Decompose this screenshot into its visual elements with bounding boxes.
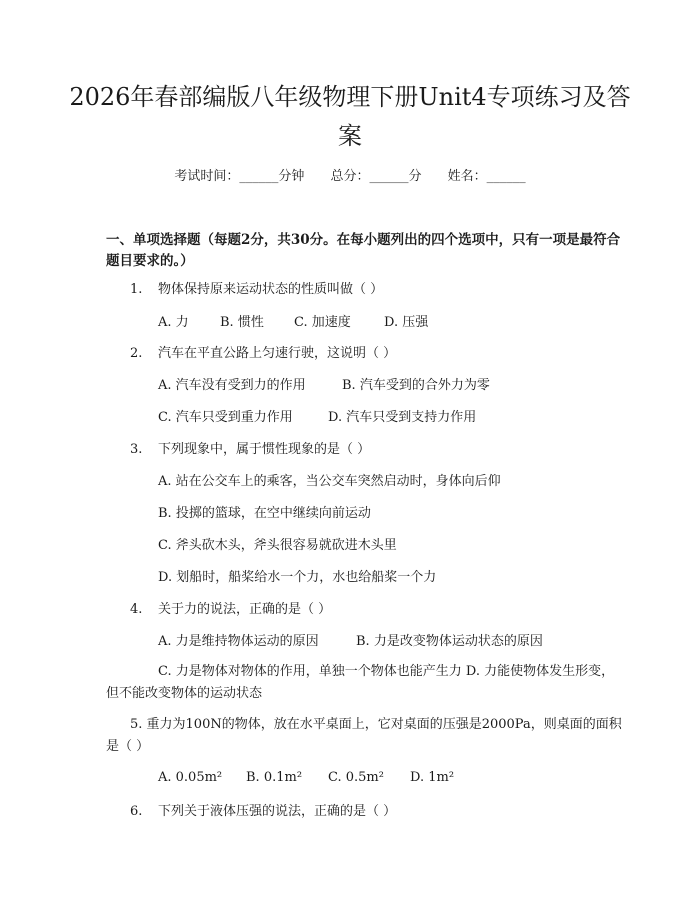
question-stem: 物体保持原来运动状态的性质叫做（ ） bbox=[158, 282, 384, 297]
section-heading: 一、单项选择题（每题2分，共30分。在每小题列出的四个选项中，只有一项是最符合题目要求的。） bbox=[106, 232, 621, 269]
question-stem: 下列关于液体压强的说法，正确的是（ ） bbox=[158, 804, 397, 819]
option-b: B. 惯性 bbox=[220, 315, 264, 330]
question-5-stem: 5. 重力为100N的物体，放在水平桌面上，它对桌面的压强是2000Pa，则桌面的面积是（ ） bbox=[106, 717, 622, 754]
exam-meta bbox=[0, 169, 700, 185]
option-b: B. 0.1m² bbox=[246, 770, 303, 785]
option-b: B. 力是改变物体运动状态的原因 bbox=[356, 634, 543, 649]
option-a: A. 汽车没有受到力的作用 bbox=[158, 378, 306, 393]
option-c: C. 0.5m² bbox=[328, 770, 384, 785]
option-d: D. 压强 bbox=[384, 315, 429, 330]
option-a: A. 力 bbox=[158, 315, 189, 330]
document-title: 2026年春部编版八年级物理下册Unit4专项练习及答案 bbox=[69, 83, 631, 150]
question-stem: 关于力的说法，正确的是（ ） bbox=[158, 602, 332, 617]
question-number: 4. bbox=[130, 602, 143, 617]
option-c: C. 斧头砍木头，斧头很容易就砍进木头里 bbox=[158, 538, 397, 553]
total-score: 总分：______分 bbox=[330, 169, 422, 184]
question-number: 2. bbox=[130, 346, 143, 361]
question-4-options-cd: C. 力是物体对物体的作用，单独一个物体也能产生力 D. 力能使物体发生形变，但不能改变物体的运动状态 bbox=[106, 664, 615, 701]
question-stem: 汽车在平直公路上匀速行驶，这说明（ ） bbox=[158, 346, 397, 361]
option-d: D. 1m² bbox=[410, 770, 455, 785]
option-d: D. 汽车只受到支持力作用 bbox=[328, 410, 477, 425]
question-stem: 下列现象中，属于惯性现象的是（ ） bbox=[158, 442, 371, 457]
option-b: B. 汽车受到的合外力为零 bbox=[342, 378, 490, 393]
exam-time: 考试时间：______分钟 bbox=[174, 169, 305, 184]
option-b: B. 投掷的篮球，在空中继续向前运动 bbox=[158, 506, 371, 521]
question-number: 1. bbox=[130, 282, 143, 297]
option-a: A. 0.05m² bbox=[158, 770, 223, 785]
question-number: 6. bbox=[130, 804, 143, 819]
student-name: 姓名：______ bbox=[447, 169, 526, 184]
question-number: 3. bbox=[130, 442, 143, 457]
option-a: A. 力是维持物体运动的原因 bbox=[158, 634, 319, 649]
option-d: D. 划船时，船桨给水一个力，水也给船桨一个力 bbox=[158, 570, 437, 585]
option-c: C. 加速度 bbox=[294, 315, 351, 330]
option-a: A. 站在公交车上的乘客，当公交车突然启动时，身体向后仰 bbox=[158, 474, 501, 489]
option-c: C. 汽车只受到重力作用 bbox=[158, 410, 293, 425]
